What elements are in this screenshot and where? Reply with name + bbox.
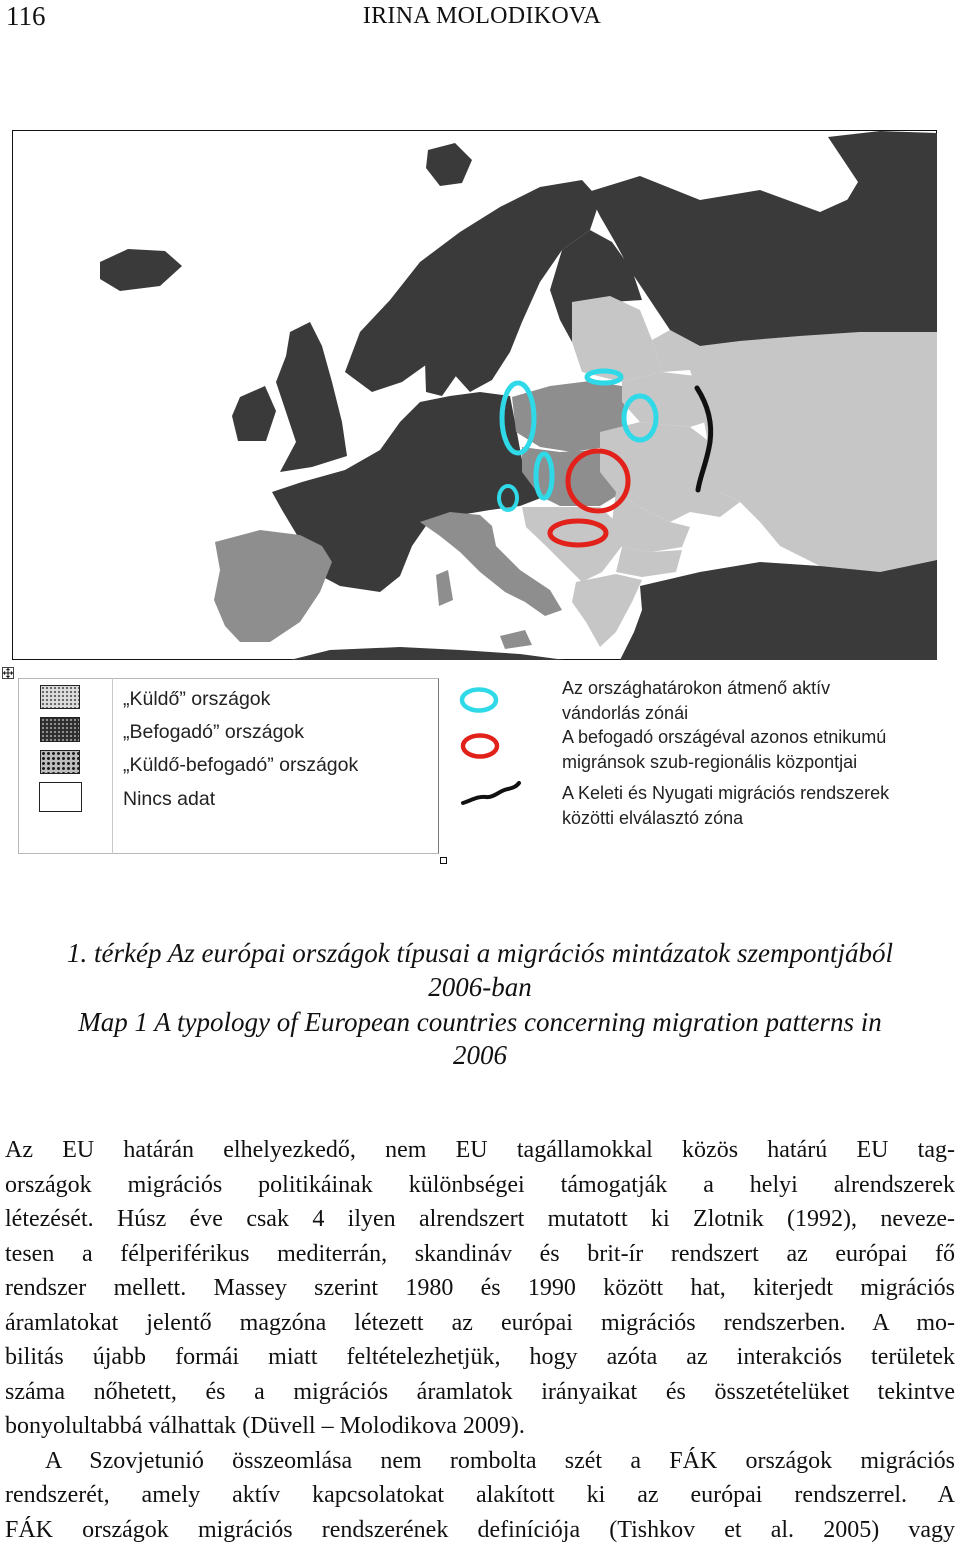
body-text: [5, 1133, 955, 1547]
move-handle-icon[interactable]: [2, 666, 14, 678]
legend-divide-line-text: A Keleti és Nyugati migrációs rendszerek: [562, 783, 890, 803]
figure-caption-english: 2006: [453, 1040, 507, 1070]
legend-transit-zone-text: vándorlás zónái: [562, 703, 689, 723]
text-line: Az EU határán elhelyezkedő, nem EU tagállamokkal közös határú EU tag-: [5, 1137, 955, 1163]
legend-transit-zone-text: Az országhatárokon átmenő aktív: [562, 678, 831, 698]
running-title: IRINA MOLODIKOVA: [362, 3, 602, 29]
text-line: országok migrációs politikáinak különbségei támogatják a helyi alrendszerek: [5, 1171, 955, 1198]
text-line: létezését. Húsz éve csak 4 ilyen alrendszert mutatott ki Zlotnik (1992), neveze-: [5, 1206, 955, 1232]
legend-label-sending: „Küldő” országok: [123, 688, 271, 710]
legend-ethnic-centre-text: A befogadó országéval azonos etnikumú: [562, 727, 887, 747]
legend-divide-line-text: közötti elválasztó zóna: [562, 808, 744, 828]
page-number: 116: [6, 1, 46, 31]
map-region-bulgaria: [616, 547, 682, 577]
legend-column-divider: [112, 678, 113, 854]
text-line: bonyolultabbá válhattak (Düvell – Molodikova 2009).: [5, 1413, 525, 1439]
figure-caption-hungarian: 2006-ban: [428, 972, 532, 1002]
legend-label-no-data: Nincs adat: [123, 788, 216, 810]
text-line: A Szovjetunió összeomlása nem rombolta szét a FÁK országok migrációs: [45, 1447, 955, 1474]
text-line: rendszerét, amely aktív kapcsolatokat alakított ki az európai rendszerrel. A: [5, 1482, 955, 1508]
text-line: száma nőhetett, és a migrációs áramlatok irányaikat és összetételüket tekintve: [5, 1378, 955, 1405]
figure-caption-hungarian: 1. térkép Az európai országok típusai a migrációs mintázatok szempontjából: [67, 938, 893, 968]
legend-swatch-receiving: [40, 717, 80, 742]
legend-swatch-sending-receiving: [40, 750, 80, 774]
text-line: áramlatokat jelentő magzóna létezett az európai migrációs rendszerben. A mo-: [5, 1309, 955, 1336]
move-arrows-icon: [2, 667, 14, 679]
text-line: tesen a félperiférikus mediterrán, skandináv és brit-ír rendszert az európai fő: [5, 1240, 955, 1267]
legend-swatch-no-data: [39, 782, 82, 812]
figure-caption-english: Map 1 A typology of European countries concerning migration patterns in: [78, 1007, 882, 1037]
cyan-ellipse-icon: [458, 686, 502, 714]
black-line-icon: [458, 778, 524, 808]
text-line: rendszer mellett. Massey szerint 1980 és 1990 között hat, kiterjedt migrációs: [5, 1275, 955, 1301]
paragraph: [5, 1444, 955, 1548]
legend-label-receiving: „Befogadó” országok: [123, 721, 305, 743]
red-ellipse-icon: [459, 732, 503, 760]
legend-label-sending-receiving: „Küldő-befogadó” országok: [123, 754, 359, 776]
legend-swatch-sending: [40, 685, 80, 709]
europe-map-graphic: [12, 130, 937, 660]
text-line: bilitás újabb formái miatt feltételezhetjük, hogy azóta az interakciós területek: [5, 1344, 955, 1370]
resize-handle-icon[interactable]: [440, 857, 447, 864]
europe-map: [12, 130, 937, 660]
legend-ethnic-centre-text: migránsok szub-regionális központjai: [562, 752, 858, 772]
paragraph: [5, 1133, 955, 1444]
text-line: FÁK országok migrációs rendszerének definíciója (Tishkov et al. 2005) vagy: [5, 1516, 955, 1543]
